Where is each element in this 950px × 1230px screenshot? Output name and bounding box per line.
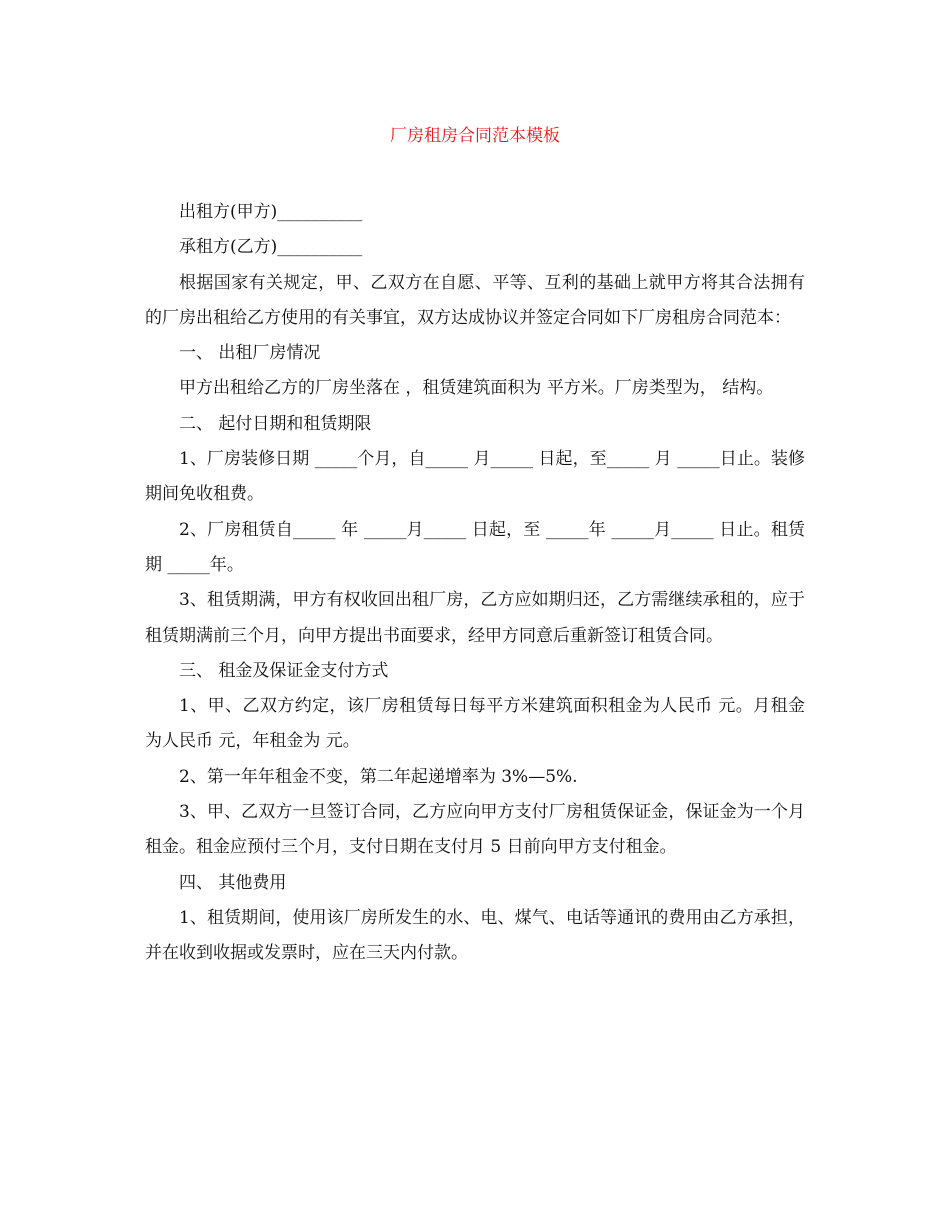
party-a-line: 出租方(甲方)__________ xyxy=(179,202,363,222)
clause-2-1: 1、厂房装修日期 _____个月，自_____ 月_____ 日起，至_____ 月 _____日止。装修期间免收租费。 xyxy=(145,449,805,505)
clause-4-1: 1、租赁期间，使用该厂房所发生的水、电、煤气、电话等通讯的费用由乙方承担，并在收到收据或发票时，应在三天内付款。 xyxy=(145,907,805,964)
section-heading-2: 二、 起付日期和租赁期限 xyxy=(179,413,372,434)
section-1-paragraph: 甲方出租给乙方的厂房坐落在 ，租赁建筑面积为 平方米。厂房类型为， 结构。 xyxy=(179,378,774,399)
party-b-line: 承租方(乙方)__________ xyxy=(179,237,363,258)
section-heading-4: 四、 其他费用 xyxy=(179,872,287,893)
document-body xyxy=(145,195,805,972)
clause-2-3: 3、租赁期满，甲方有权收回出租厂房，乙方应如期归还，乙方需继续承租的，应于租赁期满前三个月，向甲方提出书面要求，经甲方同意后重新签订租赁合同。 xyxy=(145,590,805,646)
section-heading-1: 一、 出租厂房情况 xyxy=(179,343,321,364)
clause-3-3: 3、甲、乙双方一旦签订合同，乙方应向甲方支付厂房租赁保证金，保证金为一个月租金。租金应预付三个月，支付日期在支付月 5 日前向甲方支付租金。 xyxy=(145,802,805,858)
clause-2-2: 2、厂房租赁自_____ 年 _____月_____ 日起，至 _____年 _____月_____ 日止。租赁期 _____年。 xyxy=(145,519,805,575)
section-heading-3: 三、 租金及保证金支付方式 xyxy=(179,660,389,681)
clause-3-1: 1、甲、乙双方约定，该厂房租赁每日每平方米建筑面积租金为人民币 元。月租金为人民币 元，年租金为 元。 xyxy=(145,696,805,752)
clause-3-2: 2、第一年年租金不变，第二年起递增率为 3%—5%. xyxy=(179,766,578,787)
preamble-paragraph: 根据国家有关规定，甲、乙双方在自愿、平等、互利的基础上就甲方将其合法拥有的厂房出租给乙方使用的有关事宜，双方达成协议并签定合同如下厂房租房合同范本： xyxy=(145,272,805,328)
document-title: 厂房租房合同范本模板 xyxy=(390,126,560,146)
